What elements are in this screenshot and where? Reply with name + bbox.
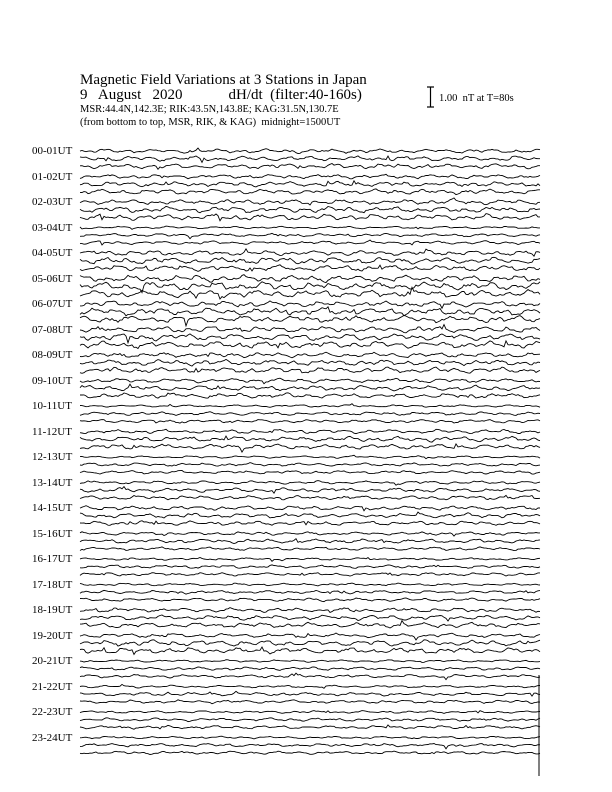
trace-kag-06-07UT — [80, 301, 540, 308]
trace-rik-07-08UT — [80, 334, 540, 343]
stations-line: MSR:44.4N,142.3E; RIK:43.5N,143.8E; KAG:31.5N,130.7E — [80, 104, 339, 115]
trace-rik-23-24UT — [80, 744, 540, 749]
trace-rik-21-22UT — [80, 691, 540, 696]
row-label: 08-09UT — [32, 349, 73, 361]
trace-kag-09-10UT — [80, 378, 540, 384]
trace-rik-13-14UT — [80, 487, 540, 494]
row-label: 01-02UT — [32, 170, 73, 183]
trace-rik-22-23UT — [80, 718, 540, 722]
trace-rik-11-12UT — [80, 436, 540, 442]
trace-kag-23-24UT — [80, 736, 540, 739]
date-label: 9 August 2020 — [80, 87, 183, 103]
trace-msr-05-06UT — [80, 287, 540, 299]
trace-msr-21-22UT — [80, 700, 540, 704]
trace-msr-09-10UT — [80, 393, 540, 398]
row-label: 04-05UT — [32, 247, 73, 259]
trace-kag-07-08UT — [80, 325, 540, 333]
quantity-label: dH/dt (filter:40-160s) — [228, 87, 362, 103]
trace-rik-09-10UT — [80, 384, 540, 391]
trace-rik-01-02UT — [80, 181, 540, 187]
trace-msr-15-16UT — [80, 547, 540, 551]
trace-kag-05-06UT — [80, 275, 540, 283]
trace-kag-20-21UT — [80, 660, 540, 663]
trace-kag-14-15UT — [80, 506, 540, 511]
trace-kag-21-22UT — [80, 684, 540, 688]
order-line: (from bottom to top, MSR, RIK, & KAG) midnight=1500UT — [80, 117, 341, 128]
trace-rik-17-18UT — [80, 590, 540, 594]
scale-label: 1.00 nT at T=80s — [439, 93, 514, 104]
trace-kag-12-13UT — [80, 455, 540, 458]
trace-msr-14-15UT — [80, 521, 540, 526]
row-label: 12-13UT — [32, 451, 73, 463]
trace-kag-00-01UT — [80, 148, 540, 153]
trace-msr-22-23UT — [80, 725, 540, 729]
trace-msr-00-01UT — [80, 164, 540, 170]
row-label: 10-11UT — [32, 400, 72, 412]
row-label: 11-12UT — [32, 425, 72, 438]
trace-rik-05-06UT — [80, 282, 540, 293]
trace-kag-15-16UT — [80, 532, 540, 536]
row-label: 13-14UT — [32, 476, 73, 489]
trace-msr-11-12UT — [80, 444, 540, 452]
row-label: 16-17UT — [32, 553, 73, 565]
trace-rik-06-07UT — [80, 307, 540, 316]
chart-subtitle — [80, 87, 362, 104]
trace-rik-00-01UT — [80, 156, 540, 163]
trace-rik-02-03UT — [80, 206, 540, 212]
trace-rik-12-13UT — [80, 463, 540, 467]
row-label: 03-04UT — [32, 221, 73, 234]
trace-msr-04-05UT — [80, 265, 540, 272]
trace-kag-11-12UT — [80, 429, 540, 433]
trace-kag-22-23UT — [80, 711, 540, 714]
trace-kag-19-20UT — [80, 633, 540, 640]
row-label: 18-19UT — [32, 604, 73, 616]
trace-msr-23-24UT — [80, 751, 540, 754]
row-label: 09-10UT — [32, 374, 73, 387]
trace-rik-15-16UT — [80, 539, 540, 544]
trace-kag-18-19UT — [80, 608, 540, 613]
row-label: 06-07UT — [32, 298, 73, 310]
trace-kag-03-04UT — [80, 226, 540, 229]
trace-kag-10-11UT — [80, 404, 540, 408]
scale-bar — [426, 86, 435, 108]
trace-msr-18-19UT — [80, 621, 540, 628]
trace-rik-10-11UT — [80, 412, 540, 416]
trace-msr-03-04UT — [80, 240, 540, 245]
trace-kag-04-05UT — [80, 249, 540, 256]
trace-rik-16-17UT — [80, 565, 540, 568]
trace-kag-17-18UT — [80, 583, 540, 586]
trace-kag-13-14UT — [80, 481, 540, 486]
trace-rik-18-19UT — [80, 615, 540, 621]
trace-msr-01-02UT — [80, 189, 540, 195]
trace-msr-12-13UT — [80, 471, 540, 475]
trace-kag-02-03UT — [80, 198, 540, 205]
row-label: 05-06UT — [32, 272, 73, 285]
row-label: 21-22UT — [32, 680, 73, 693]
trace-msr-08-09UT — [80, 367, 540, 373]
row-label: 15-16UT — [32, 527, 73, 540]
trace-rik-04-05UT — [80, 257, 540, 264]
trace-rik-14-15UT — [80, 512, 540, 518]
trace-kag-16-17UT — [80, 558, 540, 562]
trace-msr-10-11UT — [80, 420, 540, 424]
row-label: 07-08UT — [32, 323, 73, 336]
row-label: 20-21UT — [32, 655, 73, 667]
trace-kag-01-02UT — [80, 174, 540, 179]
row-label: 02-03UT — [32, 196, 73, 208]
station-traces — [80, 148, 540, 776]
trace-msr-17-18UT — [80, 598, 540, 602]
row-label: 17-18UT — [32, 578, 73, 591]
trace-msr-19-20UT — [80, 647, 540, 654]
trace-kag-08-09UT — [80, 352, 540, 358]
trace-msr-06-07UT — [80, 315, 540, 326]
trace-msr-02-03UT — [80, 214, 540, 221]
row-label: 23-24UT — [32, 731, 73, 744]
trace-rik-19-20UT — [80, 640, 540, 646]
row-label: 00-01UT — [32, 145, 73, 157]
row-label: 22-23UT — [32, 706, 73, 718]
chart-title: Magnetic Field Variations at 3 Stations in Japan — [80, 72, 367, 88]
row-label: 14-15UT — [32, 502, 73, 514]
trace-msr-13-14UT — [80, 495, 540, 499]
trace-msr-07-08UT — [80, 341, 540, 349]
row-label: 19-20UT — [32, 629, 73, 642]
trace-rik-20-21UT — [80, 667, 540, 671]
trace-rik-03-04UT — [80, 233, 540, 238]
trace-msr-16-17UT — [80, 573, 540, 576]
trace-msr-20-21UT — [80, 673, 540, 679]
trace-rik-08-09UT — [80, 359, 540, 366]
